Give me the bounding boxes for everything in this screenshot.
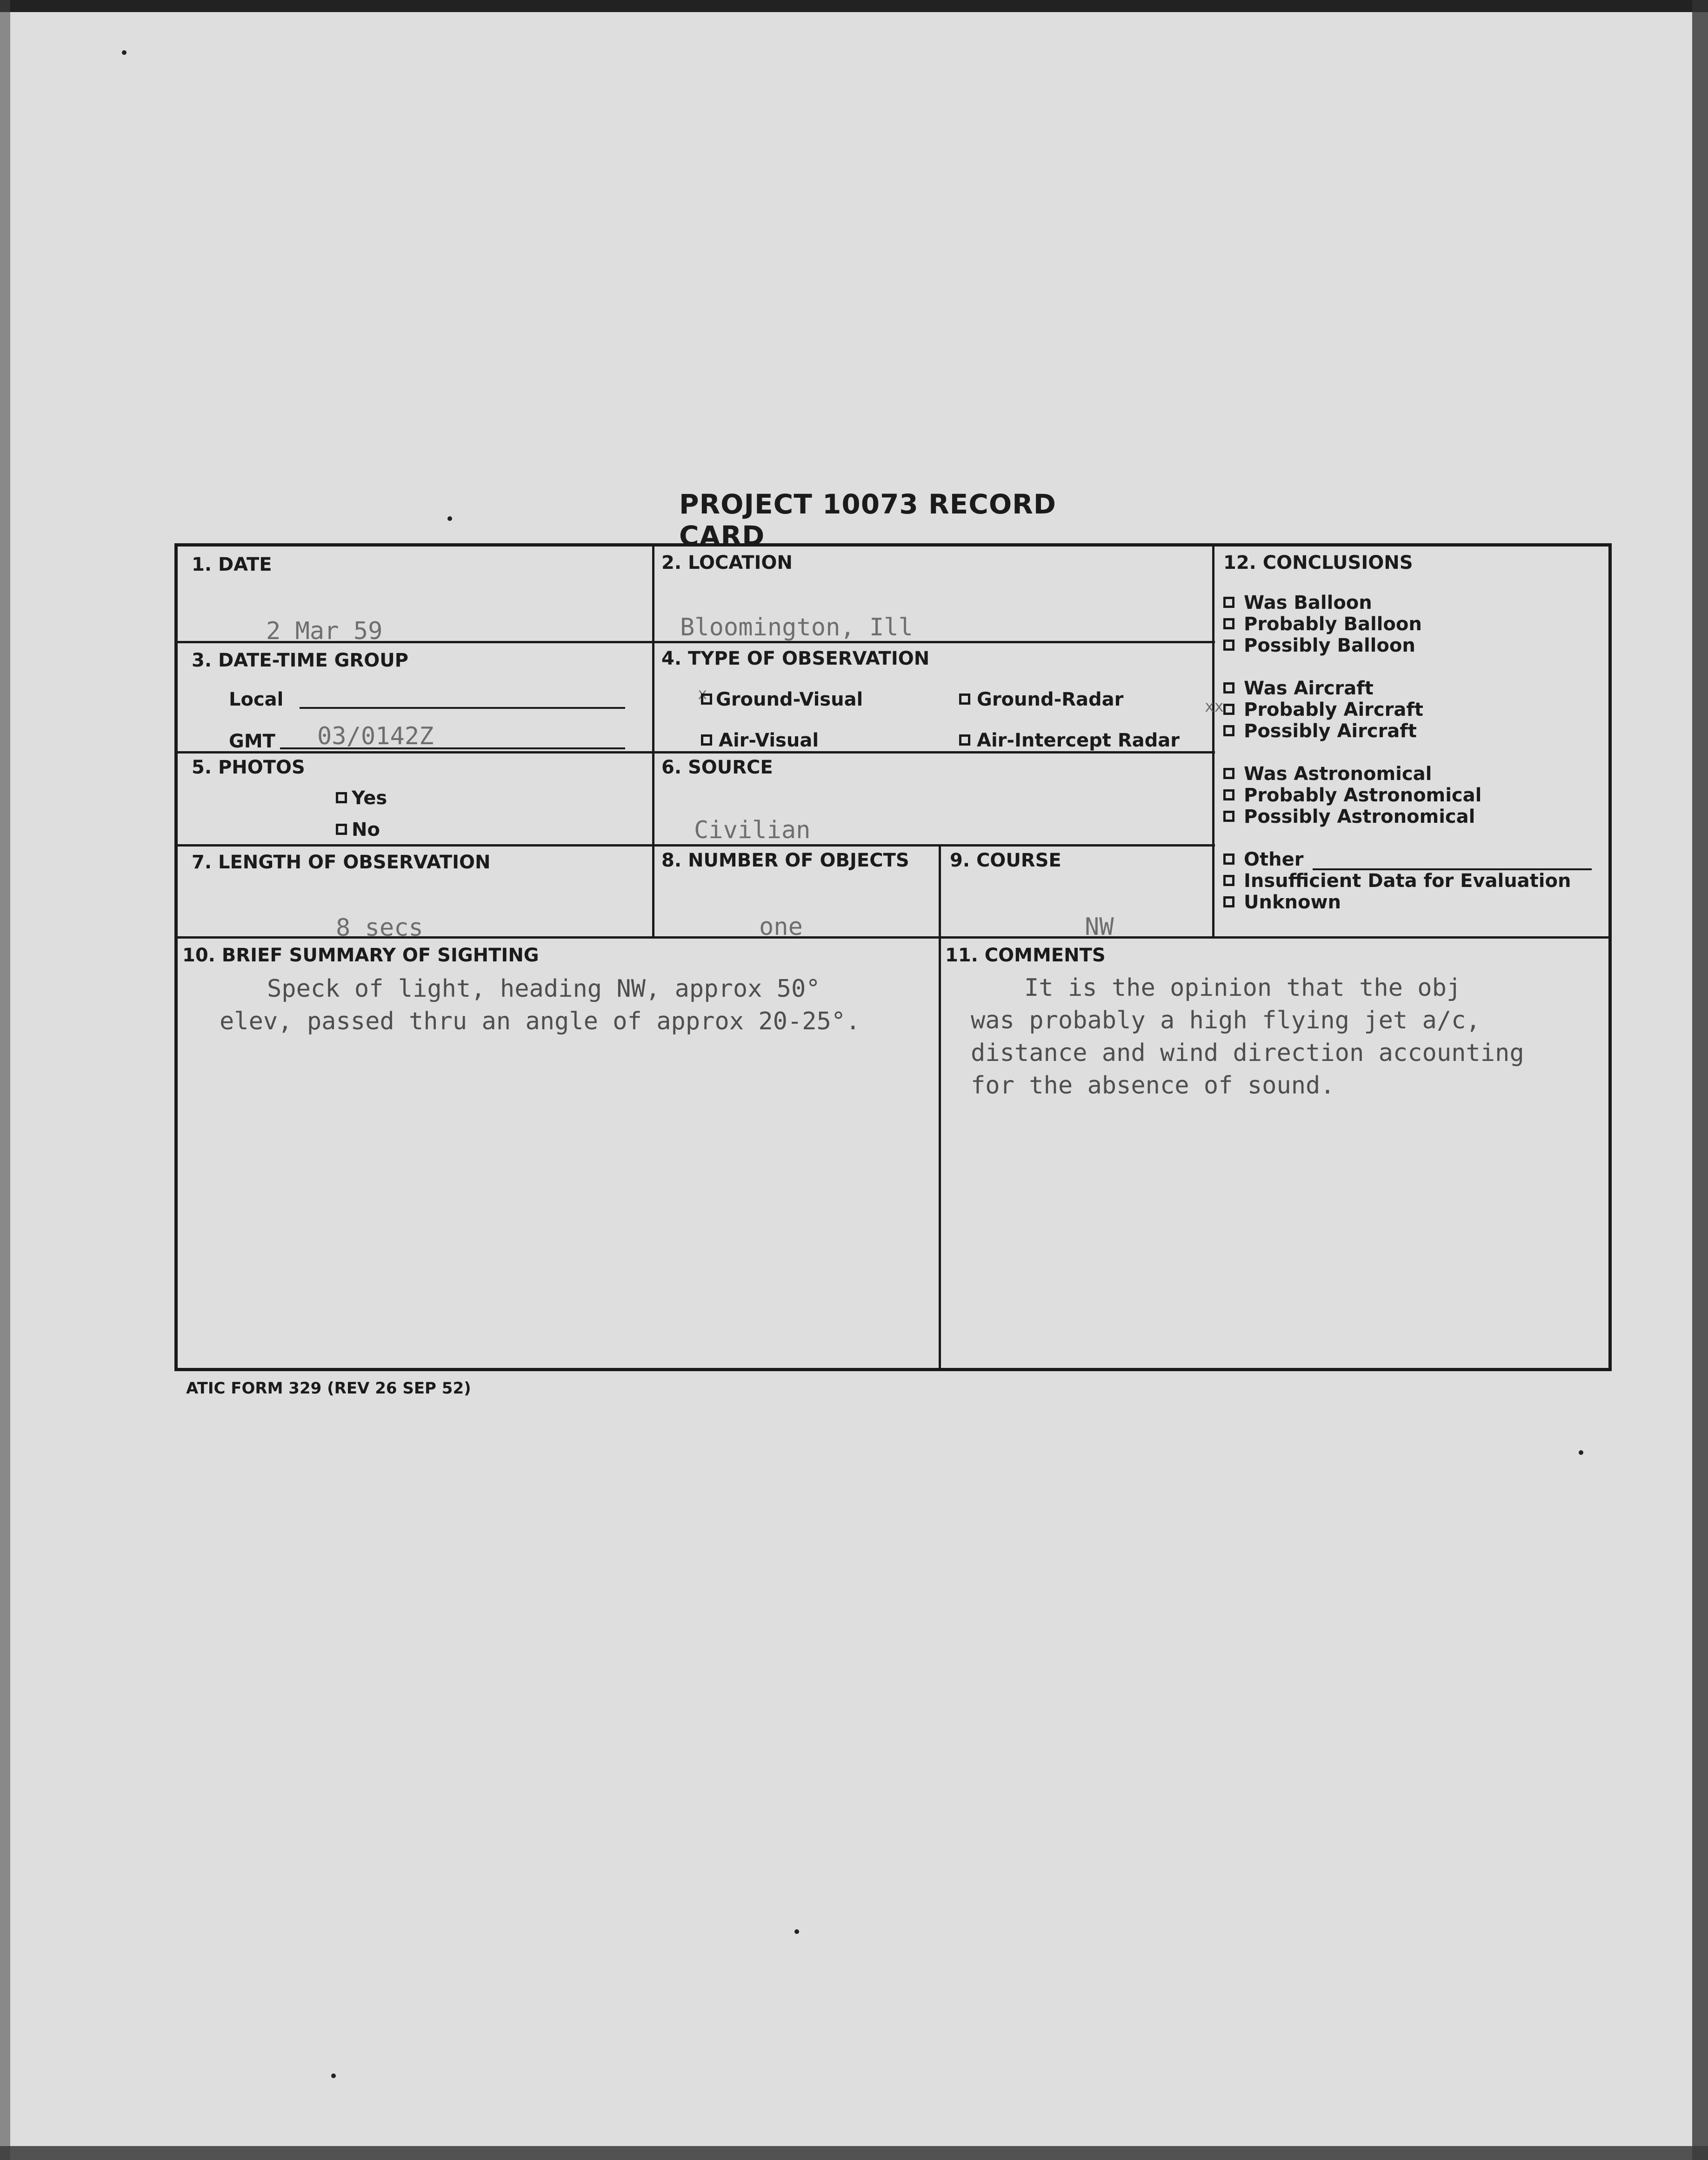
comments-line-3: distance and wind direction accounting [971, 1039, 1524, 1067]
photos-no-label: No [352, 819, 380, 840]
checkbox-icon [1223, 725, 1234, 736]
option-ground-visual[interactable] [701, 689, 863, 710]
scan-border-top [0, 0, 1708, 12]
comments-line-4: for the absence of sound. [971, 1072, 1335, 1100]
photos-label: 5. PHOTOS [192, 757, 305, 778]
source-label: 6. SOURCE [661, 757, 773, 778]
scan-speck [122, 50, 127, 55]
local-field-line [300, 707, 625, 709]
rule-col1 [652, 547, 654, 937]
conclusion-label: Possibly Aircraft [1244, 720, 1417, 742]
conclusion-label: Probably Balloon [1244, 613, 1422, 635]
rule-col3 [1212, 547, 1214, 937]
checkbox-icon [1223, 768, 1234, 779]
number-of-objects-value: one [759, 913, 803, 941]
conclusion-label: Was Astronomical [1244, 763, 1432, 785]
source-value: Civilian [694, 816, 811, 844]
type-of-observation-label: 4. TYPE OF OBSERVATION [661, 648, 930, 669]
location-label: 2. LOCATION [661, 552, 793, 573]
scan-speck [794, 1929, 799, 1934]
option-ground-radar-label: Ground-Radar [977, 689, 1124, 710]
record-card [174, 543, 1612, 1371]
photos-yes-label: Yes [352, 787, 387, 809]
conclusion-label: Probably Aircraft [1244, 699, 1423, 720]
conclusion-label: Possibly Astronomical [1244, 806, 1475, 827]
brief-summary-label: 10. BRIEF SUMMARY OF SIGHTING [182, 945, 539, 966]
brief-summary-line-2: elev, passed thru an angle of approx 20-25°. [220, 1007, 861, 1035]
option-air-visual[interactable] [701, 730, 819, 751]
conclusion-probably-astronomical[interactable] [1223, 785, 1481, 806]
conclusion-insufficient-data[interactable] [1223, 870, 1571, 892]
scan-speck [447, 516, 452, 521]
length-of-observation-label: 7. LENGTH OF OBSERVATION [192, 852, 491, 873]
comments-label: 11. COMMENTS [945, 945, 1106, 966]
conclusion-was-balloon[interactable] [1223, 592, 1372, 613]
checkbox-icon [1223, 597, 1234, 608]
scan-speck [331, 2073, 336, 2078]
checkbox-icon [336, 792, 347, 803]
comments-line-1: It is the opinion that the obj [1024, 974, 1461, 1002]
scan-border-bottom [0, 2146, 1708, 2160]
brief-summary-line-1: Speck of light, heading NW, approx 50° [267, 975, 821, 1003]
rule-col2 [939, 844, 941, 1369]
conclusion-probably-balloon[interactable] [1223, 613, 1422, 635]
option-air-visual-label: Air-Visual [719, 730, 819, 751]
local-label: Local [229, 689, 284, 710]
conclusions-label: 12. CONCLUSIONS [1223, 552, 1413, 573]
option-ground-radar[interactable] [959, 689, 1123, 710]
checkbox-icon [1223, 811, 1234, 822]
length-of-observation-value: 8 secs [336, 914, 423, 942]
checkbox-icon [336, 824, 347, 835]
scan-border-left [0, 0, 10, 2160]
conclusion-possibly-astronomical[interactable] [1223, 806, 1475, 827]
conclusion-label: Was Aircraft [1244, 678, 1374, 699]
conclusion-label: Probably Astronomical [1244, 785, 1482, 806]
gmt-value: 03/0142Z [317, 722, 434, 750]
conclusion-other[interactable] [1223, 849, 1303, 870]
conclusion-was-aircraft[interactable] [1223, 678, 1374, 699]
scan-speck [1579, 1450, 1583, 1455]
photos-yes-option[interactable] [336, 787, 387, 809]
scan-border-right [1692, 0, 1708, 2160]
conclusion-possibly-balloon[interactable] [1223, 635, 1415, 656]
conclusion-unknown[interactable] [1223, 892, 1341, 913]
conclusion-label: Other [1244, 849, 1304, 870]
conclusion-label: Insufficient Data for Evaluation [1244, 870, 1571, 892]
checkbox-icon [701, 693, 712, 705]
card-title: PROJECT 10073 RECORD CARD [679, 488, 1056, 552]
rule-row3 [178, 844, 1215, 847]
date-time-group-label: 3. DATE-TIME GROUP [192, 650, 408, 671]
checkbox-icon [1223, 896, 1234, 907]
checkbox-icon [1223, 682, 1234, 693]
photos-no-option[interactable] [336, 819, 380, 840]
checkbox-icon [1223, 618, 1234, 629]
conclusion-label: Possibly Balloon [1244, 635, 1415, 656]
conclusion-was-astronomical[interactable] [1223, 763, 1432, 785]
checkbox-icon [959, 734, 970, 746]
option-ground-visual-label: Ground-Visual [716, 689, 863, 710]
checkbox-icon [1223, 853, 1234, 865]
option-air-intercept-radar[interactable] [959, 730, 1180, 751]
number-of-objects-label: 8. NUMBER OF OBJECTS [661, 850, 909, 871]
option-air-intercept-radar-label: Air-Intercept Radar [977, 730, 1180, 751]
comments-line-2: was probably a high flying jet a/c, [971, 1007, 1481, 1034]
form-footer: ATIC FORM 329 (REV 26 SEP 52) [186, 1379, 471, 1398]
course-value: NW [1085, 913, 1114, 941]
checkbox-icon [1223, 640, 1234, 651]
date-value: 2 Mar 59 [266, 617, 383, 645]
checkbox-icon [959, 693, 970, 705]
checkbox-icon [1223, 875, 1234, 886]
checkbox-icon [701, 734, 712, 746]
date-label: 1. DATE [192, 554, 272, 575]
ground-visual-check-mark: x [698, 685, 707, 703]
gmt-label: GMT [229, 731, 275, 752]
conclusion-possibly-aircraft[interactable] [1223, 720, 1417, 742]
checkbox-icon [1223, 704, 1234, 715]
conclusion-label: Unknown [1244, 892, 1341, 913]
rule-row2 [178, 751, 1215, 753]
checkbox-icon [1223, 789, 1234, 800]
conclusion-label: Was Balloon [1244, 592, 1372, 613]
conclusion-probably-aircraft[interactable] [1223, 699, 1423, 720]
location-value: Bloomington, Ill [680, 613, 913, 641]
course-label: 9. COURSE [950, 850, 1061, 871]
probably-aircraft-check-mark: xx [1205, 697, 1224, 716]
